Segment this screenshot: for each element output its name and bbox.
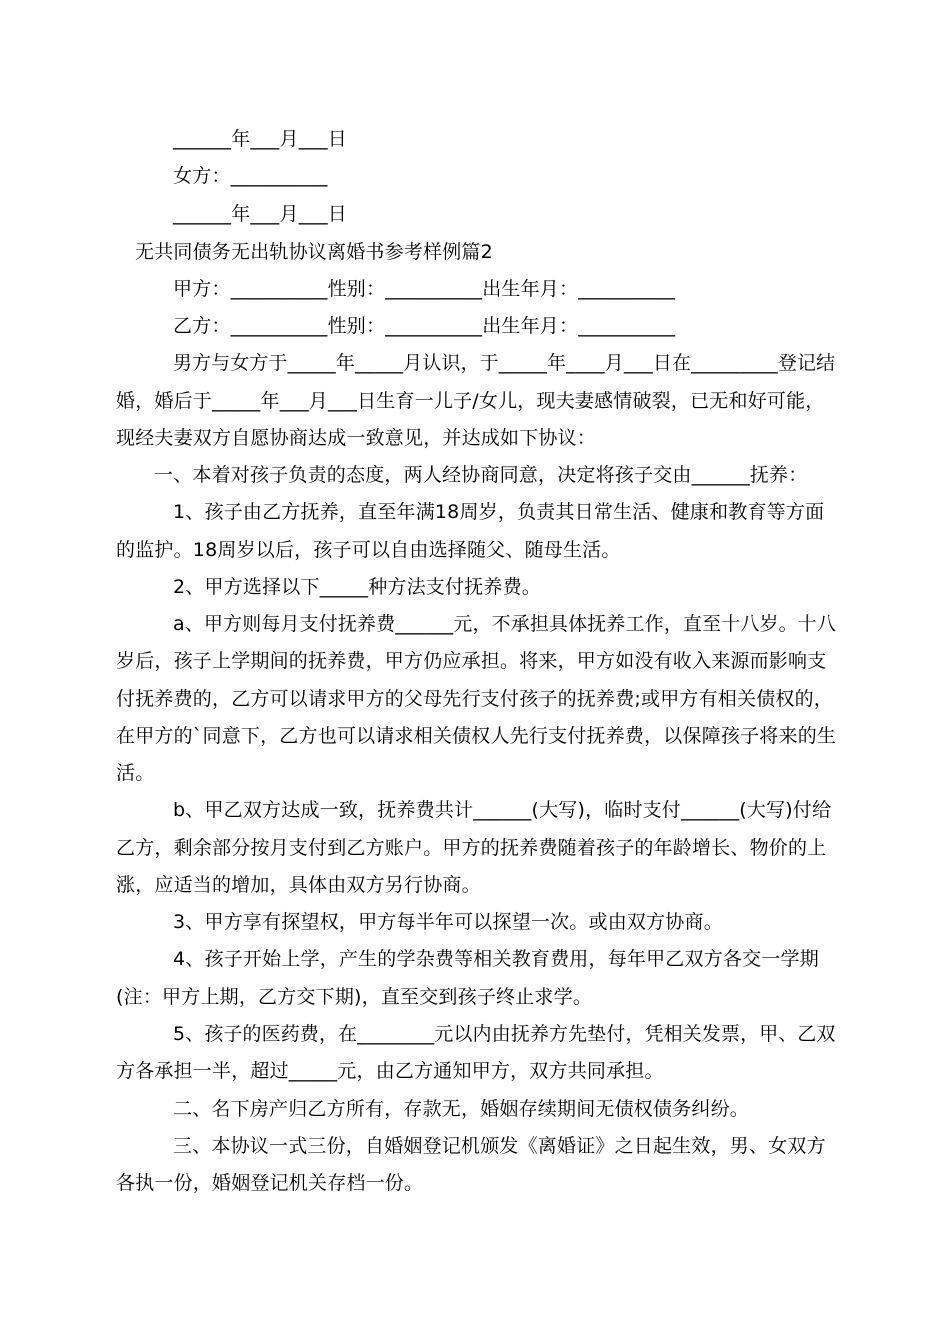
- paragraph-intro-line-2: 婚，婚后于_____年___月___日生育一儿子/女儿，现夫妻感情破裂，已无和好可能，: [116, 390, 825, 412]
- clause-a-line-5: 活。: [116, 762, 155, 784]
- clause-1-5-line-1: 5、孩子的医药费，在________元以内由抚养方先垫付，凭相关发票，甲、乙双: [173, 1023, 836, 1045]
- clause-1-1-line-1: 1、孩子由乙方抚养，直至年满18周岁，负责其日常生活、健康和教育等方面: [173, 501, 825, 523]
- clause-1-4-line-2: (注：甲方上期，乙方交下期)，直至交到孩子终止求学。: [116, 986, 593, 1008]
- clause-1-heading: 一、本着对孩子负责的态度，两人经协商同意，决定将孩子交由______抚养：: [154, 464, 808, 486]
- clause-a-line-1: a、甲方则每月支付抚养费______元，不承担具体抚养工作，直至十八岁。十八: [173, 613, 837, 635]
- clause-1-4-line-1: 4、孩子开始上学，产生的学杂费等相关教育费用，每年甲乙双方各交一学期: [173, 948, 819, 970]
- clause-1-3: 3、甲方享有探望权，甲方每半年可以探望一次。或由双方协商。: [173, 911, 723, 933]
- clause-a-line-4: 在甲方的`同意下，乙方也可以请求相关债权人先行支付抚养费，以保障孩子将来的生: [116, 725, 837, 747]
- clause-1-1-line-2: 的监护。18周岁以后，孩子可以自由选择随父、随母生活。: [116, 539, 621, 561]
- clause-3-line-1: 三、本协议一式三份，自婚姻登记机颁发《离婚证》之日起生效，男、女双方: [173, 1135, 826, 1157]
- date-line-husband: ______年___月___日: [173, 128, 348, 150]
- clause-3-line-2: 各执一份，婚姻登记机关存档一份。: [116, 1172, 424, 1194]
- clause-a-line-3: 付抚养费的，乙方可以请求甲方的父母先行支付孩子的抚养费;或甲方有相关债权的，: [116, 688, 834, 710]
- clause-b-line-2: 乙方，剩余部分按月支付到乙方账户。甲方的抚养费随着孩子的年龄增长、物价的上: [116, 837, 827, 859]
- clause-a-line-2: 岁后，孩子上学期间的抚养费，甲方仍应承担。将来，甲方如没有收入来源而影响支: [116, 650, 827, 672]
- party-a-info: 甲方：__________性别：__________出生年月：__________: [173, 278, 676, 300]
- clause-b-line-3: 涨，应适当的增加，具体由双方另行协商。: [116, 874, 481, 896]
- date-line-wife: ______年___月___日: [173, 203, 348, 225]
- clause-1-2: 2、甲方选择以下_____种方法支付抚养费。: [173, 576, 541, 598]
- clause-1-5-line-2: 方各承担一半，超过_____元，由乙方通知甲方，双方共同承担。: [116, 1060, 664, 1082]
- clause-b-line-1: b、甲乙双方达成一致，抚养费共计______(大写)，临时支付______(大写)付给: [173, 799, 832, 821]
- section-title: 无共同债务无出轨协议离婚书参考样例篇2: [135, 241, 493, 263]
- wife-signature-line: 女方：__________: [173, 165, 328, 187]
- clause-2: 二、名下房产归乙方所有，存款无，婚姻存续期间无债权债务纠纷。: [173, 1098, 750, 1120]
- paragraph-intro-line-3: 现经夫妻双方自愿协商达成一致意见，并达成如下协议：: [116, 427, 597, 449]
- party-b-info: 乙方：__________性别：__________出生年月：__________: [173, 315, 676, 337]
- paragraph-intro-line-1: 男方与女方于_____年_____月认识，于_____年____月___日在_________登记结: [173, 352, 836, 374]
